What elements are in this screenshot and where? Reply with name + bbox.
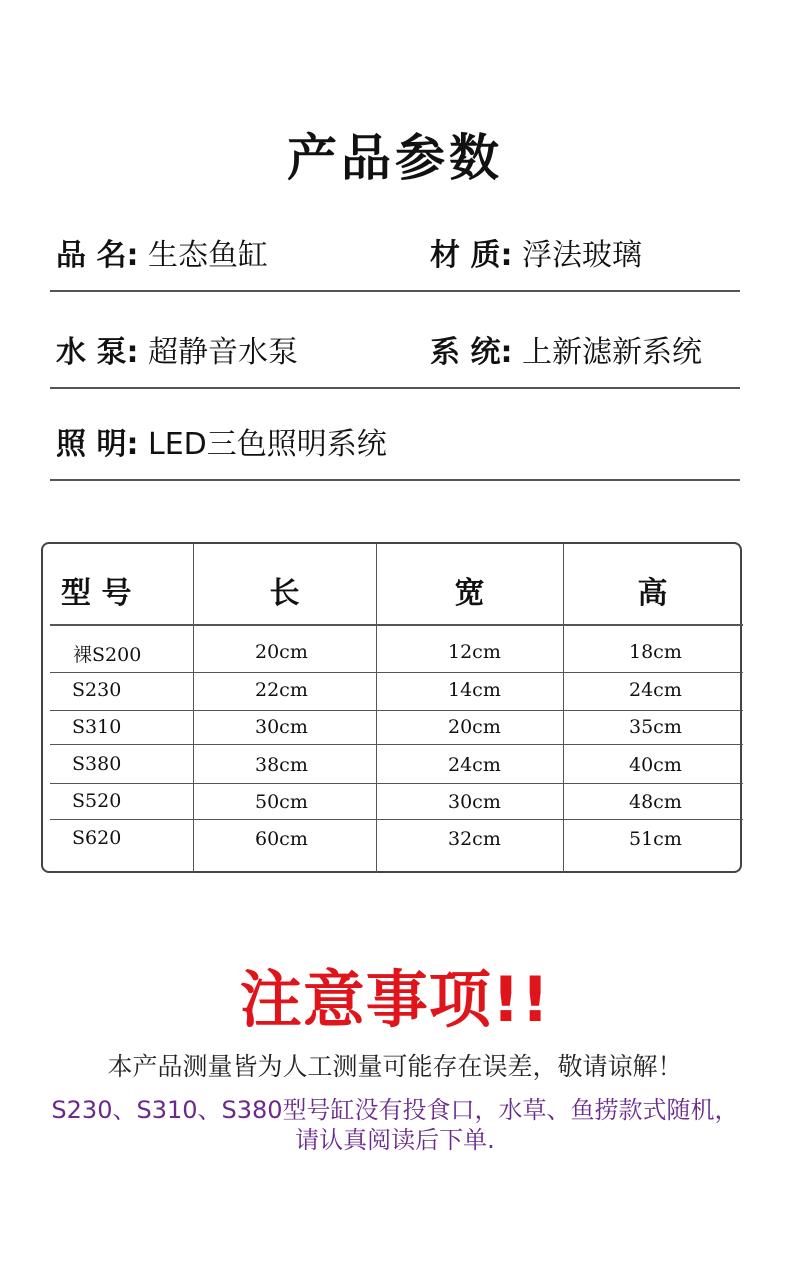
spec-light <box>56 419 387 463</box>
notice-measurement-text: 本产品测量皆为人工测量可能存在误差，敬请谅解！ <box>107 1052 683 1081</box>
table-cell-length: 20cm <box>255 641 308 663</box>
table-cell-model: S620 <box>72 827 122 849</box>
table-cell-length: 22cm <box>255 679 308 701</box>
table-cell-height: 48cm <box>629 791 682 813</box>
spec-row-2 <box>50 327 740 389</box>
spec-light-label: 照 明: <box>56 427 139 462</box>
spec-system-label: 系 统: <box>430 335 513 370</box>
table-row-divider <box>50 672 743 673</box>
spec-row-3 <box>50 419 740 481</box>
spec-material <box>430 230 642 274</box>
table-cell-height: 24cm <box>629 679 682 701</box>
spec-system-value: 上新滤新系统 <box>522 335 702 370</box>
table-cell-length: 50cm <box>255 791 308 813</box>
table-cell-length: 30cm <box>255 716 308 738</box>
table-cell-width: 14cm <box>448 679 501 701</box>
spec-material-label: 材 质: <box>430 238 513 273</box>
table-cell-model: 裸S200 <box>73 644 142 666</box>
notice-title: 注意事项!! <box>239 963 551 1036</box>
table-header-height: 高 <box>637 576 668 611</box>
table-cell-width: 32cm <box>448 828 501 850</box>
table-row-divider <box>50 744 743 745</box>
table-cell-model: S380 <box>72 753 122 775</box>
spec-name-label: 品 名: <box>56 238 139 273</box>
table-cell-model: S230 <box>72 679 122 701</box>
table-row-divider <box>50 819 743 820</box>
table-header-model: 型 号 <box>61 576 132 611</box>
table-cell-width: 12cm <box>448 641 501 663</box>
size-table <box>41 542 742 873</box>
spec-pump-value: 超静音水泵 <box>148 335 298 370</box>
table-cell-width: 24cm <box>448 754 501 776</box>
spec-pump <box>56 327 298 371</box>
table-cell-width: 30cm <box>448 791 501 813</box>
table-cell-height: 35cm <box>629 716 682 738</box>
table-row-divider <box>50 710 743 711</box>
spec-light-value: LED三色照明系统 <box>148 427 387 462</box>
table-cell-model: S520 <box>72 790 122 812</box>
table-header-length: 长 <box>269 576 300 611</box>
table-cell-height: 18cm <box>629 641 682 663</box>
spec-system <box>430 327 702 371</box>
spec-name <box>56 230 268 274</box>
table-header-divider <box>50 624 743 626</box>
table-cell-height: 51cm <box>629 828 682 850</box>
table-cell-length: 60cm <box>255 828 308 850</box>
notice-model-text: S230、S310、S380型号缸没有投食口，水草、鱼捞款式随机， <box>51 1096 739 1124</box>
page-title: 产品参数 <box>287 129 503 187</box>
table-cell-height: 40cm <box>629 754 682 776</box>
notice-read-text: 请认真阅读后下单. <box>295 1126 495 1154</box>
table-cell-length: 38cm <box>255 754 308 776</box>
spec-name-value: 生态鱼缸 <box>148 238 268 273</box>
spec-material-value: 浮法玻璃 <box>522 238 642 273</box>
table-row-divider <box>50 783 743 784</box>
table-cell-width: 20cm <box>448 716 501 738</box>
table-header-width: 宽 <box>454 576 485 611</box>
table-cell-model: S310 <box>72 716 122 738</box>
spec-row-1 <box>50 230 740 292</box>
spec-pump-label: 水 泵: <box>56 335 139 370</box>
